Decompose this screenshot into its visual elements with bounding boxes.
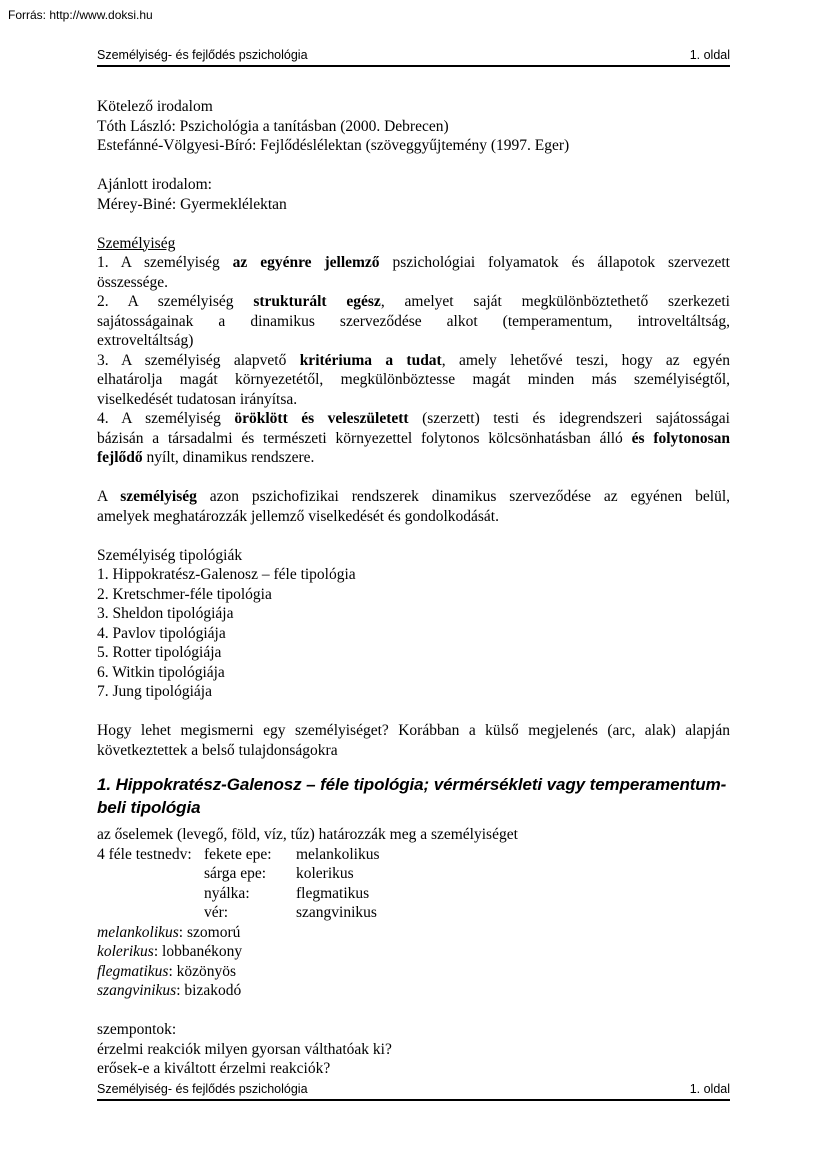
text-run: Tóth László: Pszichológia a tanításban (2000. Debrecen) [97, 117, 449, 135]
text-run: extroveltáltság) [97, 332, 194, 349]
text-line [97, 448, 730, 468]
text-run: Ajánlott irodalom: [97, 176, 212, 193]
blank-line [97, 468, 730, 488]
text-line [97, 292, 730, 312]
text-run: , amelyet saját megkülönböztethető szerkezeti [380, 293, 730, 310]
section-heading [97, 773, 730, 819]
blank-line [97, 214, 730, 234]
text-line [97, 253, 730, 273]
text-run: szempontok: [97, 1021, 177, 1038]
text-run: bázisán a társadalmi és természeti környezettel folytonos kölcsönhatásban álló [97, 429, 632, 447]
text-run: Hogy lehet megismerni egy személyiséget? Korábban a külső megjelenés (arc, alak) alapján [97, 722, 730, 739]
text-run: 2. Kretschmer-féle tipológia [97, 585, 272, 603]
text-run: pszichológiai folyamatok és állapotok szervezett [379, 254, 730, 271]
text-run: Estefánné-Völgyesi-Bíró: Fejlődéslélektan (szöveggyűjtemény (1997. Eger) [97, 137, 570, 154]
text-run: : lobbanékony [153, 943, 243, 960]
text-run: 4. Pavlov tipológiája [97, 624, 226, 642]
text-run: Személyiség [97, 234, 176, 252]
blank-line [97, 526, 730, 546]
footer-title: Személyiség- és fejlődés pszichológia [97, 1082, 308, 1096]
text-line [97, 1059, 730, 1079]
text-line [97, 487, 730, 507]
text-line [97, 624, 730, 644]
text-line [97, 682, 730, 702]
text-run: 4. A személyiség [97, 410, 235, 427]
header-title: Személyiség- és fejlődés pszichológia [97, 48, 308, 62]
text-run: az őselemek (levegő, föld, víz, tűz) határozzák meg a személyiséget [97, 826, 518, 843]
blank-line [97, 1001, 730, 1021]
text-run: Kötelező irodalom [97, 98, 213, 115]
table-row [97, 864, 730, 884]
text-line [97, 312, 730, 332]
text-run: 1. Hippokratész-Galenosz – féle tipológia [97, 566, 356, 583]
table-cell: sárga epe: [204, 865, 267, 882]
blank-line [97, 156, 730, 176]
table-row [97, 903, 730, 923]
text-run: 7. Jung tipológiája [97, 683, 212, 700]
text-run: A [97, 488, 121, 505]
text-run: strukturált egész [253, 293, 381, 310]
text-run: szangvinikus [97, 982, 177, 999]
text-run: flegmatikus [97, 962, 169, 980]
page-footer [97, 1082, 730, 1101]
text-run: : szomorú [178, 923, 241, 941]
text-line [97, 117, 730, 137]
header-page-number: 1. oldal [689, 48, 730, 62]
text-line [97, 741, 730, 761]
text-line [97, 962, 730, 982]
text-run: : közönyös [168, 962, 237, 980]
table-row [97, 845, 730, 865]
text-run: (szerzett) testi és idegrendszeri sajátosságai [408, 410, 730, 427]
text-line [97, 942, 730, 962]
text-run: kritériuma a tudat [299, 351, 442, 369]
text-line [97, 507, 730, 527]
table-cell: flegmatikus [296, 884, 370, 902]
text-run: azon pszichofizikai rendszerek dinamikus szerveződése az egyénen belül, [196, 488, 731, 505]
text-run: öröklött és veleszületett [234, 410, 409, 427]
text-run: elhatárolja magát környezetétől, megkülönböztesse magát minden más személyiségtől, [97, 371, 730, 388]
text-line [97, 546, 730, 566]
text-line [97, 1040, 730, 1060]
text-line [97, 643, 730, 663]
footer-page-number: 1. oldal [689, 1082, 730, 1096]
text-run: kolerikus [97, 943, 154, 960]
text-run: érzelmi reakciók milyen gyorsan válthatóak ki? [97, 1040, 392, 1058]
text-line [97, 136, 730, 156]
text-line [97, 331, 730, 351]
table-cell: fekete epe: [204, 845, 272, 863]
text-run: személyiség [120, 488, 197, 505]
text-line [97, 234, 730, 254]
text-run: 5. Rotter tipológiája [97, 644, 222, 661]
table-cell: vér: [204, 904, 229, 921]
table-cell: 4 féle testnedv: [97, 845, 192, 863]
text-run: Mérey-Biné: Gyermeklélektan [97, 195, 287, 213]
text-line [97, 604, 730, 624]
text-line [97, 981, 730, 1001]
text-line [97, 429, 730, 449]
page-header [97, 48, 730, 67]
text-run: : bizakodó [176, 982, 242, 999]
text-line [97, 825, 730, 845]
text-run: fejlődő [97, 449, 143, 466]
heading-line: 1. Hippokratész-Galenosz – féle tipológia; vérmérsékleti vagy temperamentum- [97, 775, 727, 794]
text-line [97, 351, 730, 371]
text-run: erősek-e a kiváltott érzelmi reakciók? [97, 1060, 331, 1077]
text-run: következtettek a belső tulajdonságokra [97, 741, 338, 759]
table-cell [97, 884, 204, 904]
text-run: összessége. [97, 273, 169, 291]
text-line [97, 273, 730, 293]
text-line [97, 409, 730, 429]
text-run: az egyénre jellemző [232, 254, 380, 271]
text-run: 2. A személyiség [97, 293, 254, 310]
text-line [97, 97, 730, 117]
text-run: sajátosságainak a dinamikus szerveződése alkot (temperamentum, introveltáltság, [97, 312, 730, 330]
text-line [97, 565, 730, 585]
heading-line: beli tipológia [97, 798, 201, 817]
text-run: , amely lehetővé teszi, hogy az egyén [441, 351, 730, 369]
table-row [97, 884, 730, 904]
text-line [97, 390, 730, 410]
text-run: 3. Sheldon tipológiája [97, 605, 234, 622]
text-run: 1. A személyiség [97, 254, 233, 271]
text-line [97, 663, 730, 683]
text-run: amelyek meghatározzák jellemző viselkedését és gondolkodását. [97, 507, 499, 525]
text-run: 3. A személyiség alapvető [97, 351, 300, 369]
text-run: és folytonosan [631, 429, 730, 447]
document-content [97, 97, 730, 1079]
text-run: nyílt, dinamikus rendszere. [142, 449, 315, 466]
table-cell [97, 903, 204, 923]
text-run: melankolikus [97, 923, 179, 941]
table-cell: kolerikus [296, 865, 354, 882]
text-line [97, 175, 730, 195]
text-line [97, 721, 730, 741]
text-line [97, 370, 730, 390]
text-run: 6. Witkin tipológiája [97, 663, 225, 681]
table-cell: szangvinikus [296, 904, 377, 921]
text-run: Személyiség tipológiák [97, 546, 243, 564]
text-line [97, 195, 730, 215]
text-run: viselkedését tudatosan irányítsa. [97, 390, 298, 408]
table-cell [97, 864, 204, 884]
text-line [97, 923, 730, 943]
text-line [97, 585, 730, 605]
table-cell: nyálka: [204, 884, 250, 902]
text-line [97, 1020, 730, 1040]
source-url-line: Forrás: http://www.doksi.hu [8, 8, 153, 22]
table-cell: melankolikus [296, 845, 380, 863]
blank-line [97, 702, 730, 722]
